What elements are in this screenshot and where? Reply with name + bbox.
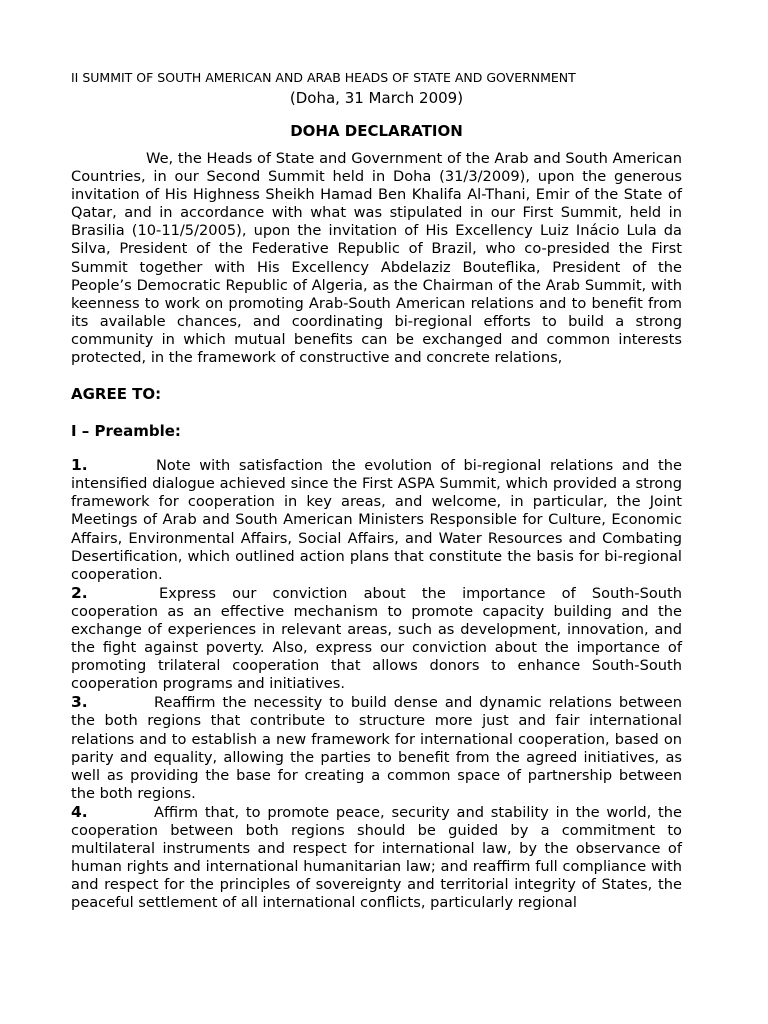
item-text: Note with satisfaction the evolution of bi-regional relations and the intensified dialogue achieved since the First ASPA Summit, which provided a strong framework for cooperation in key areas, and welcome, in particular, the Joint Meetings of Arab and South American Ministers Responsible for Culture, Economic Affairs, Environmental Affairs, Social Affairs, and Water Resources and Combating Desertification, which outlined action plans that constitute the basis for bi-regional cooperation. [71,457,682,583]
document-page [71,70,682,912]
item-number: 1. [71,456,88,475]
summit-date: (Doha, 31 March 2009) [289,89,464,107]
list-item [71,803,682,913]
list-item [71,693,682,803]
document-title: DOHA DECLARATION [290,122,463,140]
agree-heading: AGREE TO: [71,385,162,404]
item-number: 3. [71,693,88,712]
item-text: Affirm that, to promote peace, security and stability in the world, the cooperation between both regions should be guided by a commitment to multilateral instruments and respect for international law, by the observance of human rights and international humanitarian law; and reaffirm full compliance with and respect for the principles of sovereignty and territorial integrity of States, the peaceful settlement of all international conflicts, particularly regional [71,803,682,912]
item-text: Reaffirm the necessity to build dense and dynamic relations between the both regions that contribute to structure more just and fair international relations and to establish a new framework for international cooperation, based on parity and equality, allowing the parties to benefit from the agreed initiatives, as well as providing the base for creating a common space of partnership between the both regions. [71,694,682,802]
list-item [71,584,682,694]
item-text: Express our conviction about the importance of South-South cooperation as an effective mechanism to promote capacity building and the exchange of experiences in relevant areas, such as development, innovation, and the fight against poverty. Also, express our conviction about the importance of promoting trilateral cooperation that allows donors to enhance South-South cooperation programs and initiatives. [71,584,682,693]
item-number: 2. [71,583,88,602]
intro-paragraph: We, the Heads of State and Government of the Arab and South American Countries, in our Second Summit held in Doha (31/3/2009), upon the generous invitation of His Highness Sheikh Hamad Ben Khalifa Al-Thani, Emir of the State of Qatar, and in accordance with what was stipulated in our First Summit, held in Brasilia (10-11/5/2005), upon the invitation of His Excellency Luiz Inácio Lula da Silva, President of the Federative Republic of Brazil, who co-presided the First Summit together with His Excellency Abdelaziz Bouteflika, President of the People’s Democratic Republic of Algeria, as the Chairman of the Arab Summit, with keenness to work on promoting Arab-South American relations and to benefit from its available chances, and coordinating bi-regional efforts to build a strong community in which mutual benefits can be exchanged and common interests protected, in the framework of constructive and concrete relations, [71,150,682,367]
list-item [71,456,682,584]
numbered-items [71,456,682,912]
item-number: 4. [71,802,88,821]
section-heading-preamble: I – Preamble: [71,422,181,441]
summit-header: II SUMMIT OF SOUTH AMERICAN AND ARAB HEADS OF STATE AND GOVERNMENT [71,70,576,85]
